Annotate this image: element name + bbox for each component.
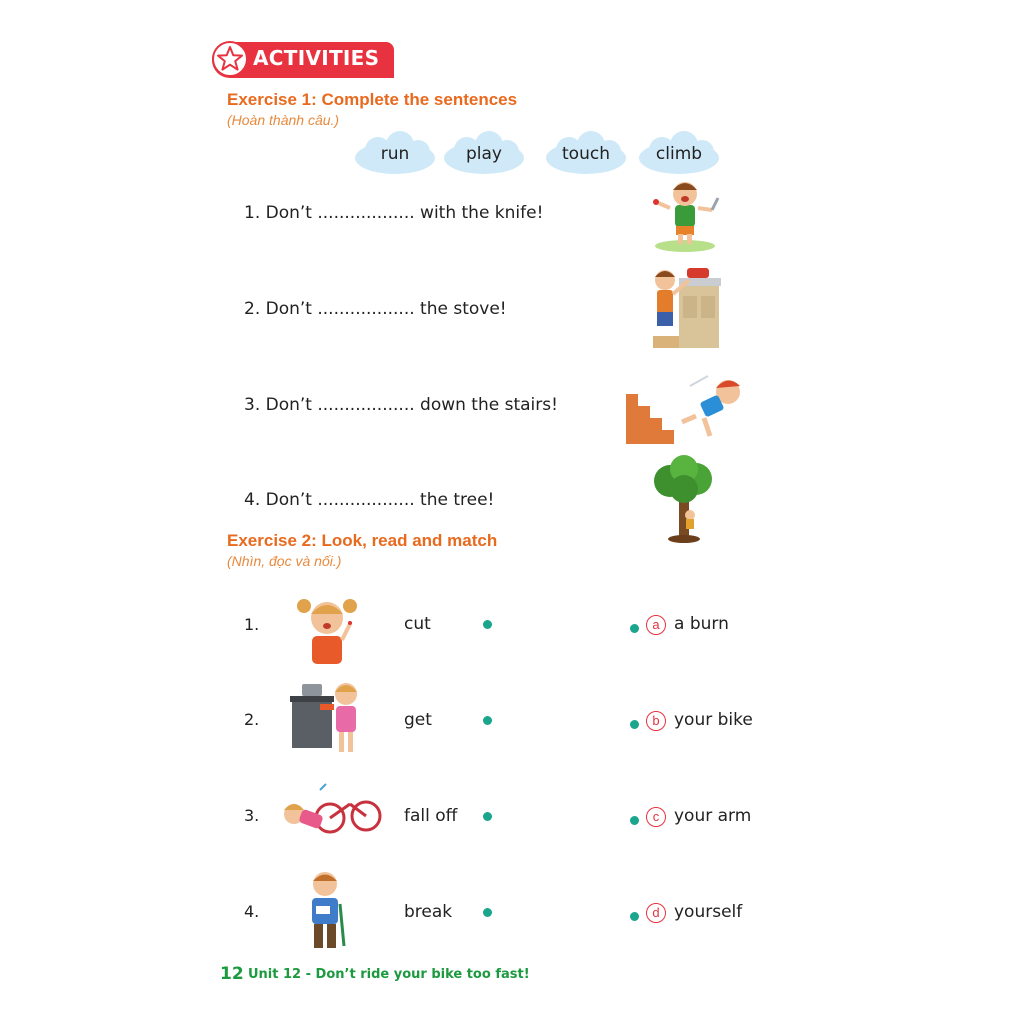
match-number: 4. [244, 902, 260, 921]
answer-letter: d [646, 903, 666, 923]
word-label: run [380, 144, 410, 164]
match-answer: yourself [674, 902, 743, 922]
match-dot-right[interactable] [630, 720, 639, 729]
match-dot-right[interactable] [630, 912, 639, 921]
boy-with-knife-illustration [640, 170, 740, 260]
activities-title: ACTIVITIES [253, 46, 380, 70]
girl-falling-off-bike-illustration [272, 782, 384, 842]
sentence-1: 1. Don’t .................. with the knife! [244, 203, 544, 223]
boy-with-broken-arm-illustration [300, 868, 350, 952]
match-verb: get [404, 710, 432, 730]
match-dot-right[interactable] [630, 624, 639, 633]
match-number: 1. [244, 615, 260, 634]
girl-near-stove-illustration [290, 676, 366, 760]
match-dot-right[interactable] [630, 816, 639, 825]
girl-with-cut-finger-illustration [292, 592, 362, 666]
word-cloud-run [352, 130, 438, 178]
match-dot-left[interactable] [483, 716, 492, 725]
sentence-2: 2. Don’t .................. the stove! [244, 299, 507, 319]
page-number: 12 [220, 964, 244, 984]
exercise2-subtitle: (Nhìn, đọc và nối.) [227, 553, 342, 569]
tree-climbing-illustration [648, 455, 748, 545]
sentence-3: 3. Don’t .................. down the stairs! [244, 395, 558, 415]
match-number: 3. [244, 806, 260, 825]
answer-letter: a [646, 615, 666, 635]
answer-letter: c [646, 807, 666, 827]
match-verb: fall off [404, 806, 458, 826]
exercise1-title: Exercise 1: Complete the sentences [227, 90, 518, 109]
word-label: climb [655, 144, 703, 164]
word-cloud-touch [543, 130, 629, 178]
word-cloud-play [441, 130, 527, 178]
boy-touching-stove-illustration [645, 262, 745, 352]
answer-letter: b [646, 711, 666, 731]
match-answer: your bike [674, 710, 753, 730]
match-verb: break [404, 902, 453, 922]
word-label: touch [562, 144, 610, 164]
sentence-4: 4. Don’t .................. the tree! [244, 490, 495, 510]
exercise1-subtitle: (Hoàn thành câu.) [227, 112, 340, 128]
match-dot-left[interactable] [483, 620, 492, 629]
unit-title: Unit 12 - Don’t ride your bike too fast! [248, 967, 530, 982]
match-answer: a burn [674, 614, 729, 634]
match-answer: your arm [674, 806, 752, 826]
match-verb: cut [404, 614, 431, 634]
word-label: play [466, 144, 502, 164]
exercise2-title: Exercise 2: Look, read and match [227, 531, 498, 550]
match-number: 2. [244, 710, 260, 729]
boy-running-down-stairs-illustration [624, 372, 724, 462]
match-dot-left[interactable] [483, 908, 492, 917]
star-icon [212, 41, 248, 77]
match-dot-left[interactable] [483, 812, 492, 821]
